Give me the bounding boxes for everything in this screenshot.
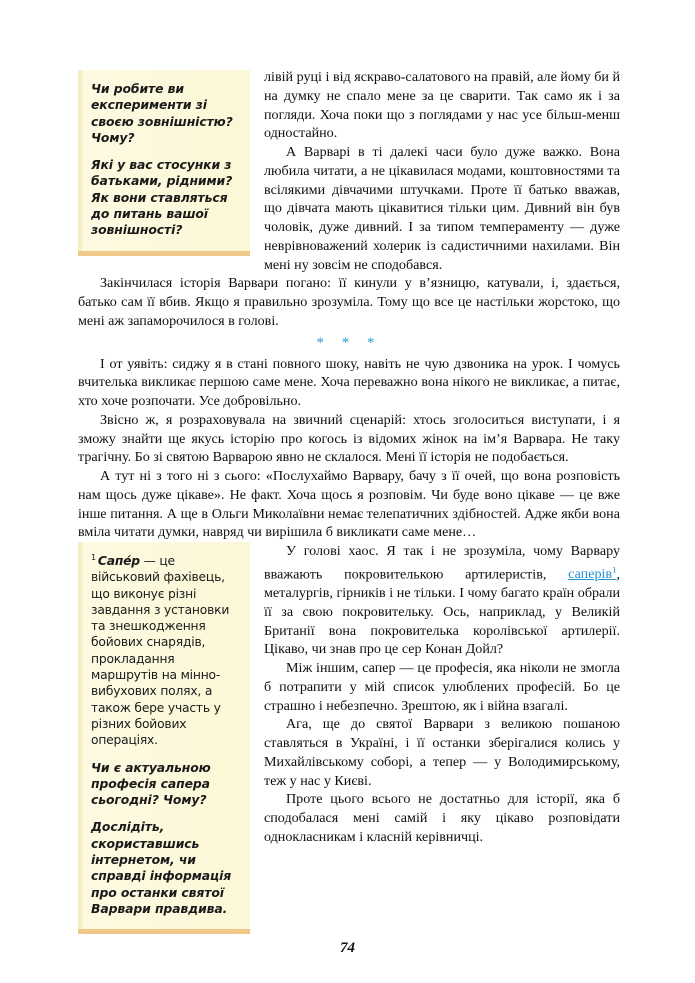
body-paragraph: Звісно ж, я розраховувала на звичний сценарій: хтось зголоситься виступати, і я зможу знайти ще якусь історію про когось із відомих жінок на ім’я Варвара. Не таку трагічну. Бо зі святою Варварою явно не склалося. Мені її історія не подобається. [78, 411, 620, 466]
upper-flow-zone [78, 68, 620, 331]
body-paragraph: Проте цього всього не достатньо для історії, яка б сподобалася мені самій і яку цікаво розповідати однокласникам і класній керівничці. [264, 791, 620, 845]
body-paragraph: А тут ні з того ні з сього: «Послухаймо Варвару, бачу з її очей, що вона розповість нам щось дуже цікаве». Не факт. Хоча щось я розповім. Чи буде воно цікаве — це вже інше питання. А ще в Ольги Миколаївни немає телепатичних здібностей. Адже якби вона вміла читати думки, навряд чи вирішила б викликати саме мене… [78, 468, 620, 541]
term-link-sapery[interactable] [568, 566, 616, 582]
paragraph-text-before-link: У голові хаос. Я так і не зрозуміла, чому Варвару вважають покровителькою артилеристів, [264, 543, 620, 583]
footnote-definition [91, 553, 238, 749]
body-paragraph: Ага, ще до святої Варвари з великою пошаною ставляться в Україні, і її останки зберігалися колись у Михайлівському соборі, а тепер — у Володимирському, теж у нас у Києві. [264, 716, 620, 789]
page-content [78, 68, 620, 944]
footnote-text: — це військовий фахівець, що виконує різні завдання з установки та знешкодження бойових снарядів, прокладання маршрутів на мінно-вибухових полях, а також бере участь у різних бойових операціях. [91, 554, 230, 748]
page-number: 74 [340, 940, 355, 956]
body-paragraph: Закінчилася історія Варвари погано: її кинули у в’язницю, катували, і, здається, батько сам її вбив. Якщо я правильно зрозуміла. Тому що все це настільки жорстоко, що мені аж запаморочилося в голові. [78, 275, 620, 329]
footnote-marker: 1 [91, 552, 96, 562]
body-paragraph: лівій руці і від яскраво-салатового на правій, але йому би й на думку не спало мене за це сварити. Так само як і за погляди. Хоча поки що з поглядами у нас усе більш-менш одностайно. [264, 69, 620, 142]
question-item: Які у вас стосунки з батьками, рідними? Як вони ставляться до питань вашої зовнішності? [91, 157, 233, 238]
footnote-box-bottom [78, 542, 250, 934]
term-link-footnote-ref: 1 [612, 564, 617, 575]
paragraph-text-after-link: , металургів, гірників і не тільки. І чому багато країн обрали її за свою покровительку. Ось, наприклад, у Великій Британії вона покровителька королівської артилерії. Цікаво, чи знав про це сер Конан Дойл? [264, 566, 620, 658]
body-paragraph: А Варварі в ті далекі часи було дуже важко. Вона любила читати, а не цікавилася модами, коштовностями та всілякими дівчачими штучками. Проте її батько вважав, що дівчата мають цікавитися тільки цим. Дивний він був чоловік, дуже дивний. І за типом темпераменту — дуже неврівноважений холерик із садистичними нахилами. Він мені ну зовсім не сподобався. [264, 144, 620, 273]
question-item: Чи робите ви експерименти зі своєю зовнішністю? Чому? [91, 81, 233, 145]
question-item: Дослідіть, скориставшись інтернетом, чи справді інформація про останки святої Варвари правдива. [91, 819, 232, 916]
lower-flow-zone [78, 542, 620, 944]
body-paragraph: І от уявіть: сиджу я в стані повного шоку, навіть не чую дзвоника на урок. І чомусь вчителька викликає першою саме мене. Хоча переважно вона нікого не викликає, а питає, хто хоче розпочати. Усе добровільно. [78, 355, 620, 409]
body-paragraph: Між іншим, сапер — це професія, яка ніколи не змогла б потрапити у мій список улюблених професій. Бо це страшно і небезпечно. Зрештою, як і війна взагалі. [264, 660, 620, 714]
questions-box-top [78, 70, 250, 256]
term-link-label: саперів [568, 566, 613, 583]
section-divider-asterisks: * * * [316, 334, 382, 351]
question-item: Чи є актуальною професія сапера сьогодні? Чому? [91, 759, 211, 808]
footnote-term: Сапе́р [97, 554, 140, 568]
